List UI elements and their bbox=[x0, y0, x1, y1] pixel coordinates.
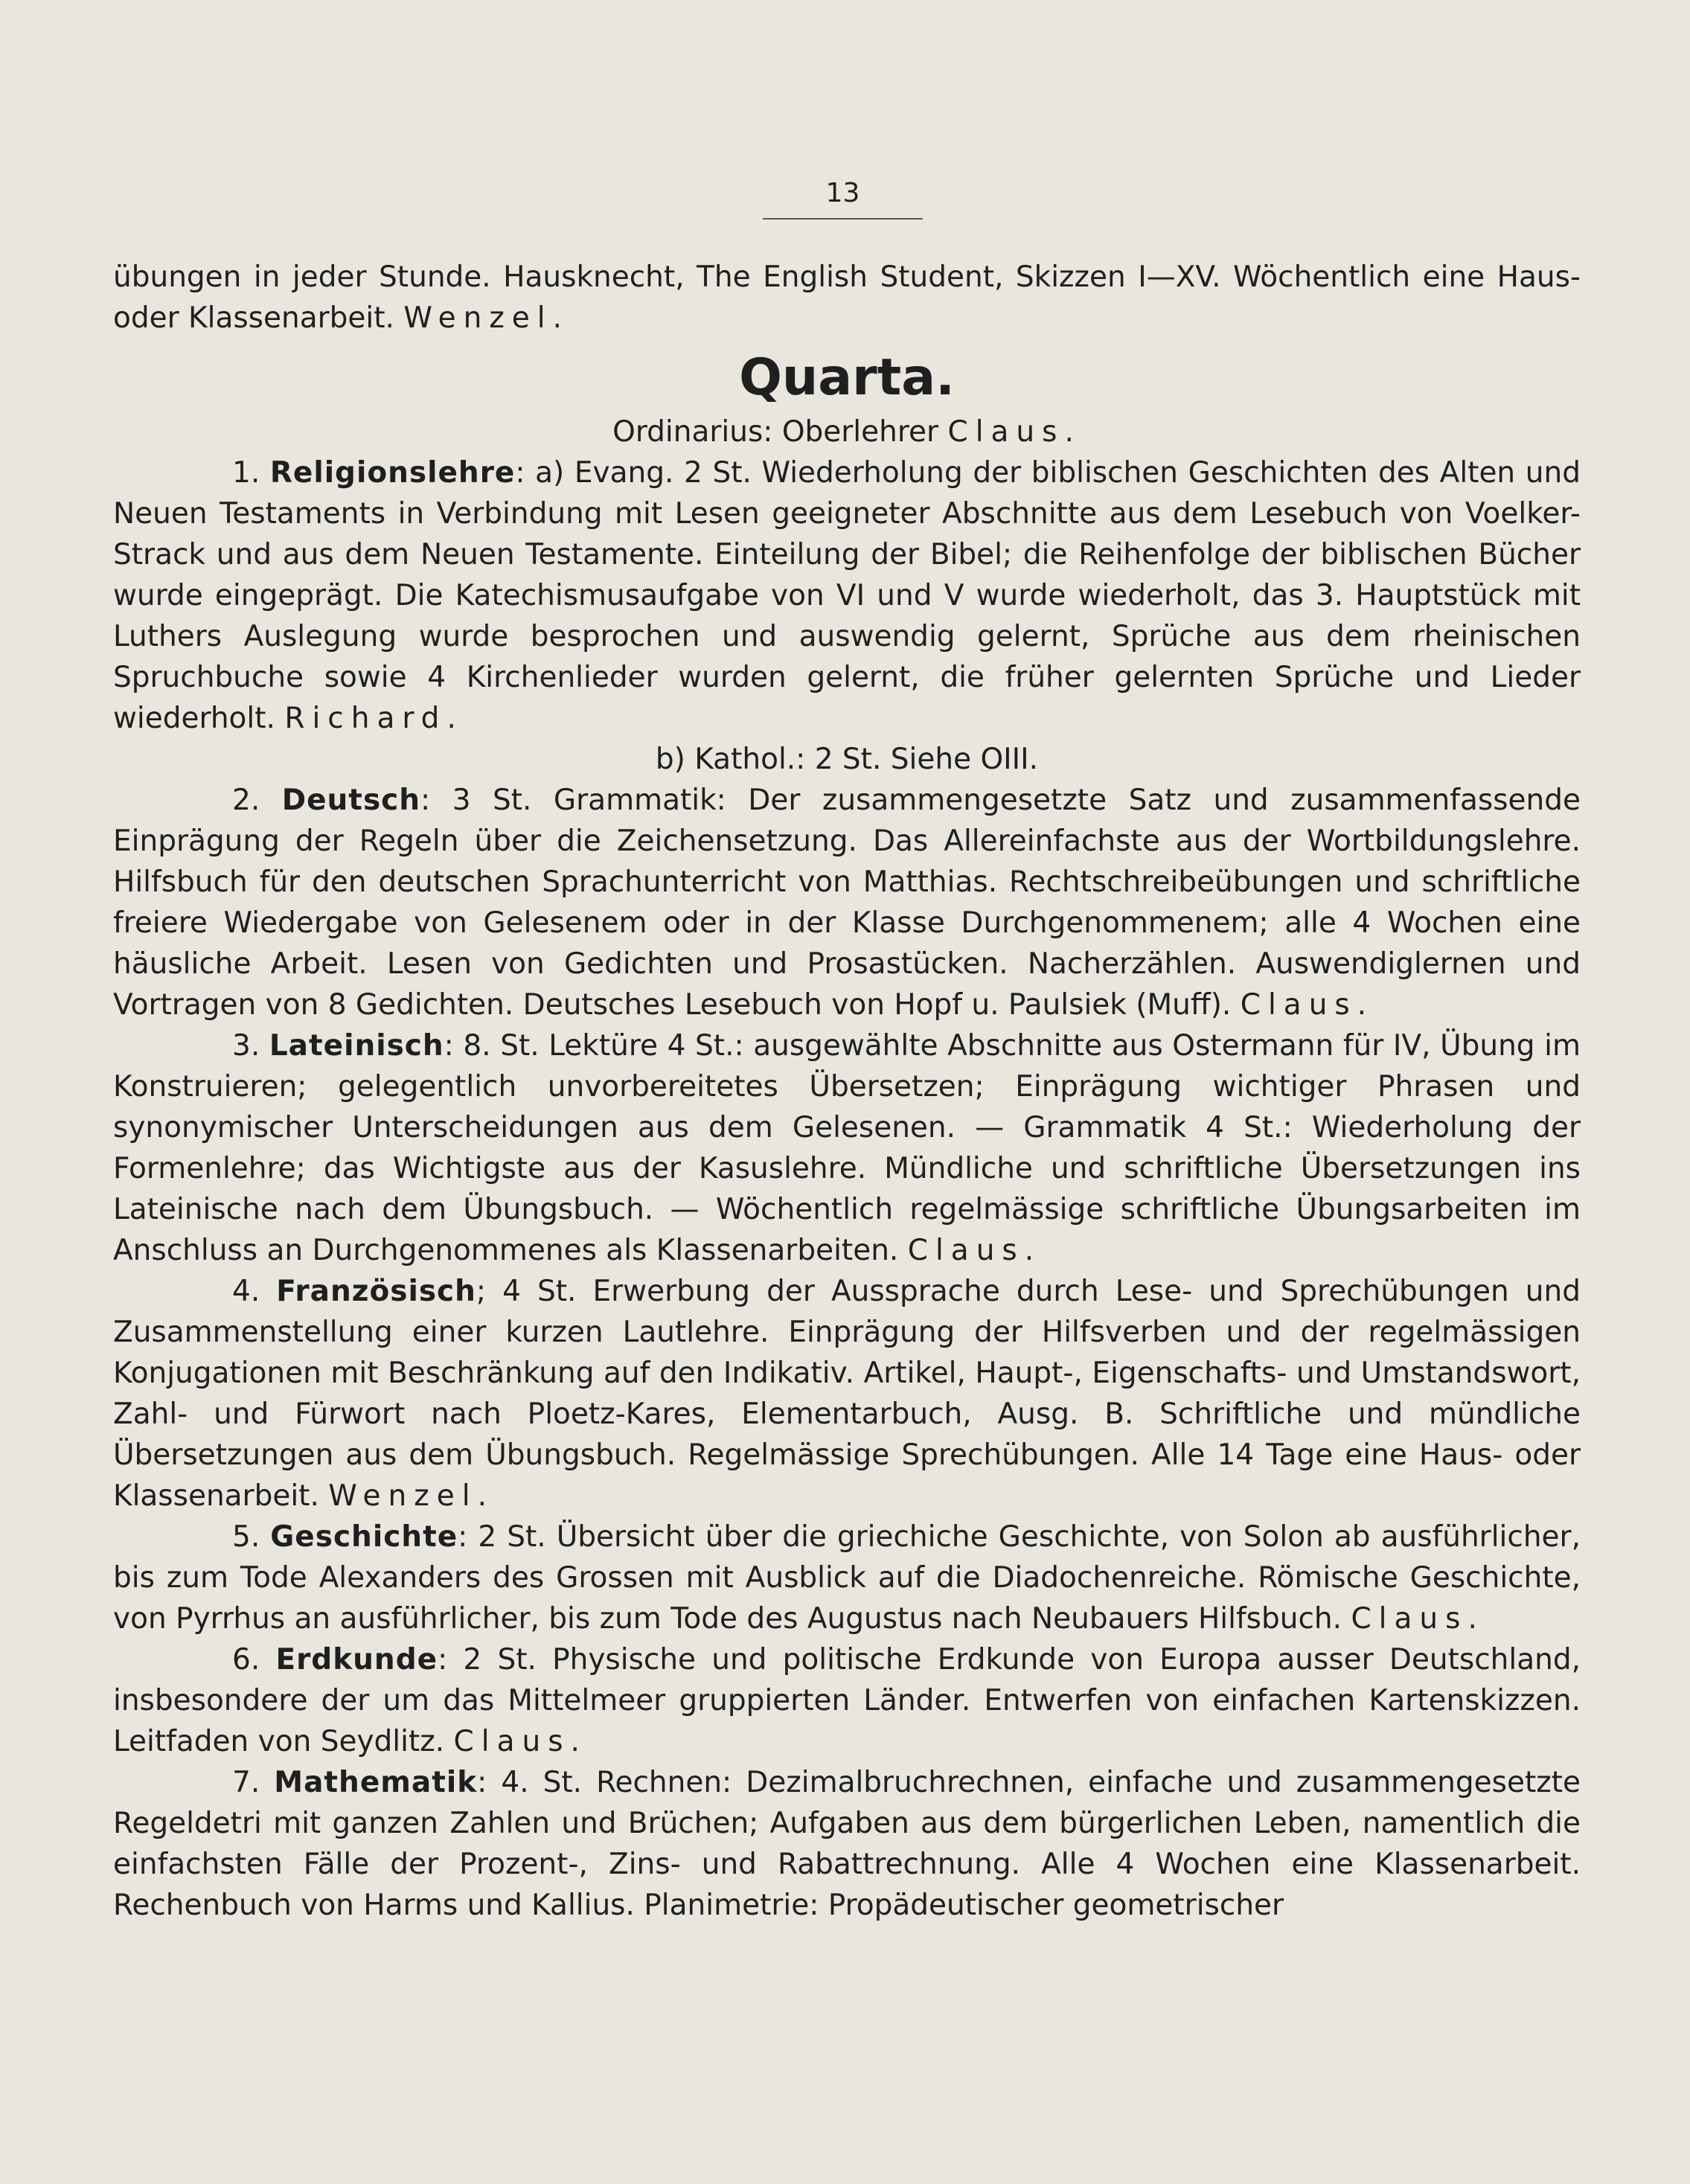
section-religion bbox=[113, 452, 1581, 739]
section-teacher: Richard. bbox=[284, 702, 464, 735]
section-number: 2. bbox=[232, 784, 260, 817]
section-franzoesisch bbox=[113, 1271, 1581, 1517]
section-text: 3 St. Grammatik: Der zusammengesetzte Satz und zusammenfassende Einprägung der Regeln über die Zeichensetzung. Das Allereinfachste aus der Wortbildungslehre. Hilfsbuch für den deutschen Sprachunterricht von Matthias. Rechtschreibeübungen und schriftliche freiere Wiedergabe von Gelesenem oder in der Klasse Durchgenommenem; alle 4 Wochen eine häusliche Arbeit. Lesen von Gedichten und Prosastücken. Nacherzählen. Auswendiglernen und Vortragen von 8 Gedichten. Deutsches Lesebuch von Hopf u. Paulsiek (Muff). bbox=[113, 784, 1581, 1022]
section-number: 5. bbox=[232, 1520, 260, 1554]
section-teacher: Claus. bbox=[907, 1234, 1042, 1267]
section-subject: Französisch bbox=[276, 1275, 476, 1308]
section-subject: Erdkunde bbox=[275, 1643, 438, 1677]
document-body bbox=[113, 257, 1581, 1926]
section-teacher: Claus. bbox=[1351, 1602, 1485, 1636]
section-teacher: Wenzel. bbox=[328, 1479, 494, 1513]
section-lateinisch bbox=[113, 1025, 1581, 1271]
section-text: 4. St. Rechnen: Dezimalbruchrechnen, einfache und zusammengesetzte Regeldetri mit ganzen Zahlen und Brüchen; Aufgaben aus dem bürgerlichen Leben, namentlich die einfachsten Fälle der Prozent-, Zins- und Rabattrechnung. Alle 4 Wochen eine Klassenarbeit. Rechenbuch von Harms und Kallius. Planimetrie: Propädeutischer geometrischer bbox=[113, 1766, 1581, 1922]
section-separator: : bbox=[477, 1766, 487, 1799]
section-subject: Deutsch bbox=[281, 784, 421, 817]
section-separator: : bbox=[420, 784, 431, 817]
section-number: 3. bbox=[232, 1029, 260, 1063]
section-separator: : bbox=[438, 1643, 448, 1677]
page-title: Quarta. bbox=[739, 348, 955, 407]
section-subject: Geschichte bbox=[270, 1520, 458, 1554]
section-number: 1. bbox=[232, 456, 260, 490]
section-text: 2 St. Übersicht über die griechiche Geschichte, von Solon ab ausführlicher, bis zum Tode Alexanders des Grossen mit Ausblick auf die Diadochenreiche. Römische Geschichte, von Pyrrhus an ausführlicher, bis zum Tode des Augustus nach Neubauers Hilfsbuch. bbox=[113, 1520, 1581, 1636]
ordinarius-line bbox=[113, 411, 1581, 452]
section-number: 6. bbox=[232, 1643, 260, 1677]
section-number: 4. bbox=[232, 1275, 260, 1308]
section-geschichte bbox=[113, 1517, 1581, 1639]
page-number: 13 bbox=[825, 178, 860, 208]
section-deutsch bbox=[113, 780, 1581, 1025]
ordinarius-label: Ordinarius: Oberlehrer bbox=[612, 415, 939, 449]
section-separator: ; bbox=[476, 1275, 487, 1308]
intro-text: übungen in jeder Stunde. Hausknecht, The English Student, Skizzen I—XV. Wöchentlich eine Haus- oder Klassenarbeit. bbox=[113, 260, 1581, 335]
section-text: 2 St. Physische und politische Erdkunde von Europa ausser Deutschland, insbesondere der um das Mittelmeer gruppierten Länder. Entwerfen von einfachen Kartenskizzen. Leitfaden von Seydlitz. bbox=[113, 1643, 1581, 1758]
ordinarius-name: Claus. bbox=[947, 415, 1081, 449]
intro-paragraph bbox=[113, 257, 1581, 339]
religion-catholic-line: b) Kathol.: 2 St. Siehe OIII. bbox=[655, 743, 1039, 776]
section-text: a) Evang. 2 St. Wiederholung der biblischen Geschichten des Alten und Neuen Testaments in Verbindung mit Lesen geeigneter Abschnitte aus dem Lesebuch von Voelker-Strack und aus dem Neuen Testamente. Einteilung der Bibel; die Reihenfolge der biblischen Bücher wurde eingeprägt. Die Katechismusaufgabe von VI und V wurde wiederholt, das 3. Hauptstück mit Luthers Auslegung wurde besprochen und auswendig gelernt, Sprüche aus dem rheinischen Spruchbuche sowie 4 Kirchenlieder wurden gelernt, die früher gelernten Sprüche und Lieder wiederholt. bbox=[113, 456, 1581, 735]
section-text: 8. St. Lektüre 4 St.: ausgewählte Abschnitte aus Ostermann für IV, Übung im Konstruieren; gelegentlich unvorbereitetes Übersetzen; Einprägung wichtiger Phrasen und synonymischer Unterscheidungen aus dem Gelesenen. — Grammatik 4 St.: Wiederholung der Formenlehre; das Wichtigste aus der Kasuslehre. Mündliche und schriftliche Übersetzungen ins Lateinische nach dem Übungsbuch. — Wöchentlich regelmässige schriftliche Übungsarbeiten im Anschluss an Durchgenommenes als Klassenarbeiten. bbox=[113, 1029, 1581, 1267]
page-number-rule bbox=[763, 218, 923, 220]
section-separator: : bbox=[444, 1029, 454, 1063]
section-teacher: Claus. bbox=[1240, 988, 1374, 1022]
section-subject: Religionslehre bbox=[269, 456, 516, 490]
section-subject: Mathematik bbox=[274, 1766, 478, 1799]
section-mathematik bbox=[113, 1762, 1581, 1926]
section-erdkunde bbox=[113, 1639, 1581, 1762]
section-text: 4 St. Erwerbung der Aussprache durch Lese- und Sprechübungen und Zusammenstellung einer kurzen Lautlehre. Einprägung der Hilfsverben und der regelmässigen Konjugationen mit Beschränkung auf den Indikativ. Artikel, Haupt-, Eigenschafts- und Umstandswort, Zahl- und Fürwort nach Ploetz-Kares, Elementarbuch, Ausg. B. Schriftliche und mündliche Übersetzungen aus dem Übungsbuch. Regelmässige Sprechübungen. Alle 14 Tage eine Haus- oder Klassenarbeit. bbox=[113, 1275, 1581, 1513]
intro-teacher: Wenzel. bbox=[403, 301, 570, 335]
section-teacher: Claus. bbox=[453, 1725, 587, 1758]
section-subject: Lateinisch bbox=[269, 1029, 444, 1063]
section-separator: : bbox=[515, 456, 525, 490]
section-number: 7. bbox=[232, 1766, 260, 1799]
section-separator: : bbox=[458, 1520, 468, 1554]
